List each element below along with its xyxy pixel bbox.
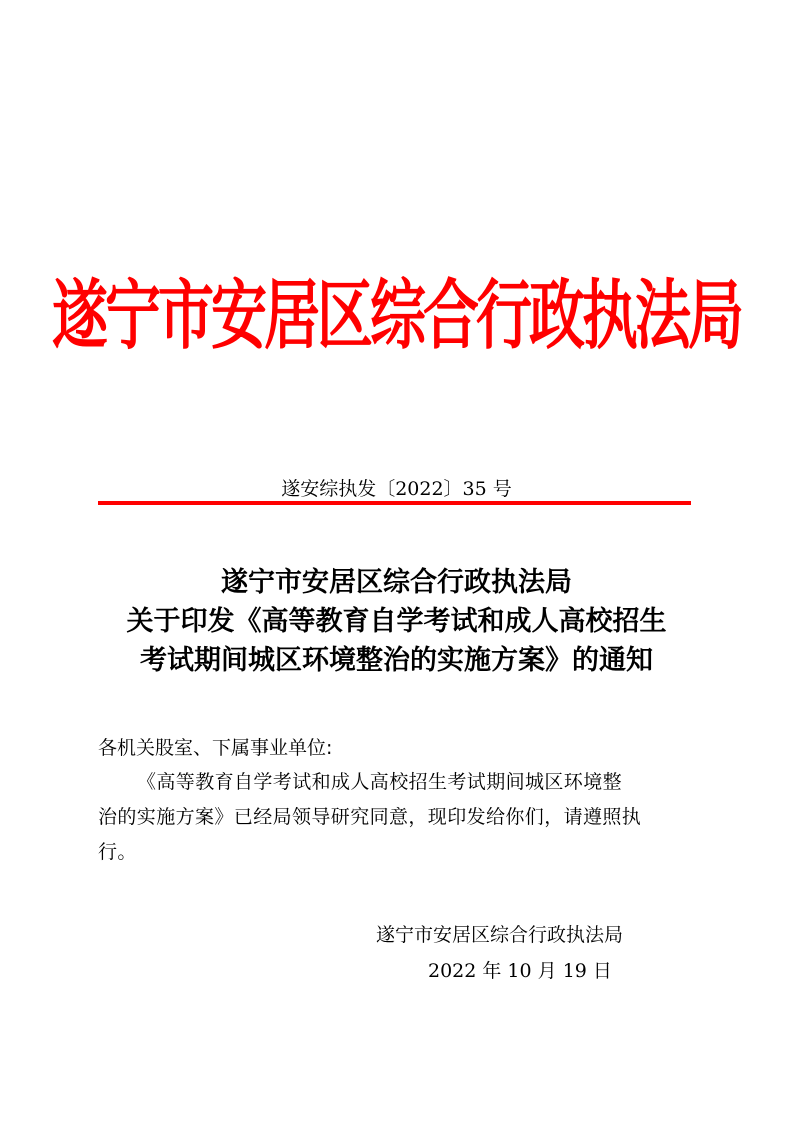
body-line-3: 行。 xyxy=(98,841,137,863)
body-line-2: 治的实施方案》已经局领导研究同意，现印发给你们，请遵照执 xyxy=(98,806,642,828)
salutation: 各机关股室、下属事业单位: xyxy=(98,737,333,759)
title-line-1: 遂宁市安居区综合行政执法局 xyxy=(221,567,572,598)
title-line-2: 关于印发《高等教育自学考试和成人高校招生 xyxy=(126,606,667,637)
signature-date: 2022 年 10 月 19 日 xyxy=(428,960,612,982)
document-number: 遂安综执发〔2022〕35 号 xyxy=(281,478,512,500)
body-line-1: 《高等教育自学考试和成人高校招生考试期间城区环境整 xyxy=(137,771,623,793)
title-line-3: 考试期间城区环境整治的实施方案》的通知 xyxy=(140,645,653,676)
red-divider-line xyxy=(98,501,691,505)
red-header-organization-name: 遂宁市安居区综合行政执法局 xyxy=(52,271,741,361)
body-paragraph xyxy=(98,765,698,870)
document-title xyxy=(0,563,793,680)
signature-organization: 遂宁市安居区综合行政执法局 xyxy=(376,924,624,946)
